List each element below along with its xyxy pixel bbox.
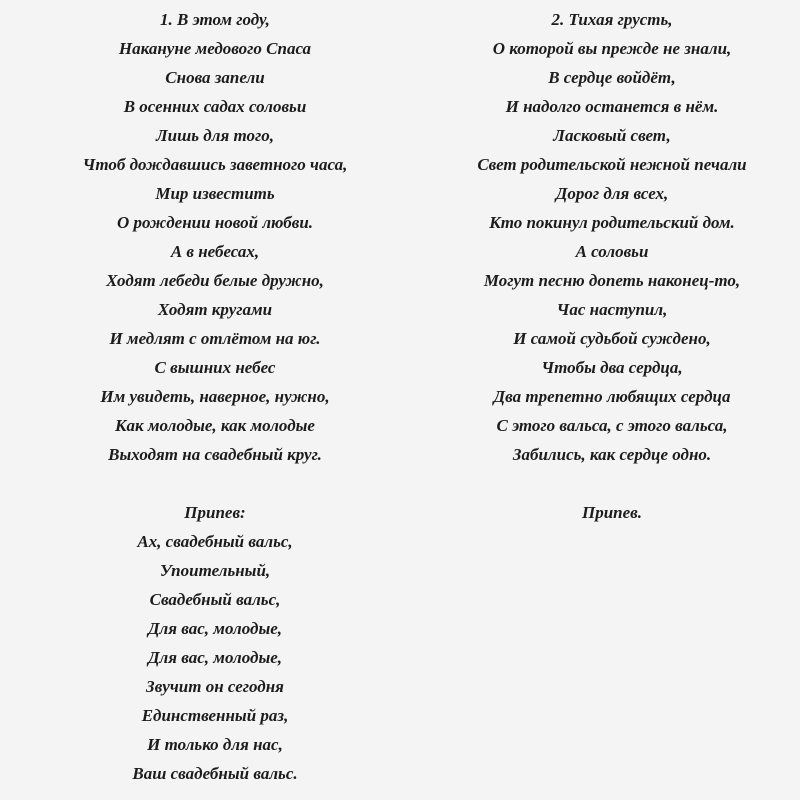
chorus-line: Упоительный, — [159, 561, 271, 580]
verse-line: Забились, как сердце одно. — [512, 445, 712, 464]
stanza-gap — [442, 469, 782, 498]
verse-line: Как молодые, как молодые — [115, 416, 315, 435]
chorus-line: Для вас, молодые, — [147, 648, 283, 667]
verse-line: Могут песню допеть наконец-то, — [483, 271, 741, 290]
chorus-heading: Припев: — [184, 503, 246, 522]
verse-2 — [442, 5, 782, 469]
chorus-line: Для вас, молодые, — [147, 619, 283, 638]
verse-line: В осенних садах соловьи — [123, 97, 307, 116]
verse-line: Снова запели — [165, 68, 265, 87]
verse-line: Ходят кругами — [157, 300, 273, 319]
verse-line: Свет родительской нежной печали — [477, 155, 747, 174]
chorus-line: Ваш свадебный вальс. — [132, 764, 298, 783]
verse-line: Кто покинул родительский дом. — [489, 213, 735, 232]
stanza-gap — [55, 469, 375, 498]
right-column — [442, 5, 782, 527]
verse-line: 2. Тихая грусть, — [551, 10, 673, 29]
verse-line: А соловьи — [575, 242, 649, 261]
verse-line: Ходят лебеди белые дружно, — [106, 271, 324, 290]
chorus — [55, 498, 375, 788]
verse-line: О рождении новой любви. — [116, 213, 314, 232]
verse-line: И самой судьбой суждено, — [513, 329, 711, 348]
verse-line: О которой вы прежде не знали, — [492, 39, 732, 58]
chorus-line: Ах, свадебный вальс, — [137, 532, 293, 551]
verse-line: Чтобы два сердца, — [541, 358, 683, 377]
verse-line: Дорог для всех, — [555, 184, 669, 203]
left-column — [55, 5, 375, 788]
verse-line: И медлят с отлётом на юг. — [109, 329, 321, 348]
chorus-reference: Припев. — [581, 503, 643, 522]
chorus-line: Звучит он сегодня — [146, 677, 284, 696]
verse-line: Лишь для того, — [156, 126, 274, 145]
verse-line: Чтоб дождавшись заветного часа, — [82, 155, 348, 174]
verse-line: Два трепетно любящих сердца — [493, 387, 731, 406]
verse-line: Мир известить — [155, 184, 275, 203]
chorus-line: Свадебный вальс, — [149, 590, 281, 609]
verse-line: Час наступил, — [556, 300, 668, 319]
verse-line: 1. В этом году, — [160, 10, 270, 29]
verse-line: Накануне медового Спаса — [118, 39, 312, 58]
verse-line: Ласковый свет, — [553, 126, 671, 145]
chorus-line: И только для нас, — [147, 735, 283, 754]
verse-line: И надолго останется в нём. — [505, 97, 719, 116]
verse-line: С этого вальса, с этого вальса, — [496, 416, 728, 435]
verse-line: В сердце войдёт, — [548, 68, 676, 87]
verse-line: Им увидеть, наверное, нужно, — [100, 387, 330, 406]
verse-1 — [55, 5, 375, 469]
verse-line: А в небесах, — [170, 242, 260, 261]
chorus-line: Единственный раз, — [141, 706, 289, 725]
verse-line: Выходят на свадебный круг. — [108, 445, 322, 464]
verse-line: С вышних небес — [154, 358, 276, 377]
